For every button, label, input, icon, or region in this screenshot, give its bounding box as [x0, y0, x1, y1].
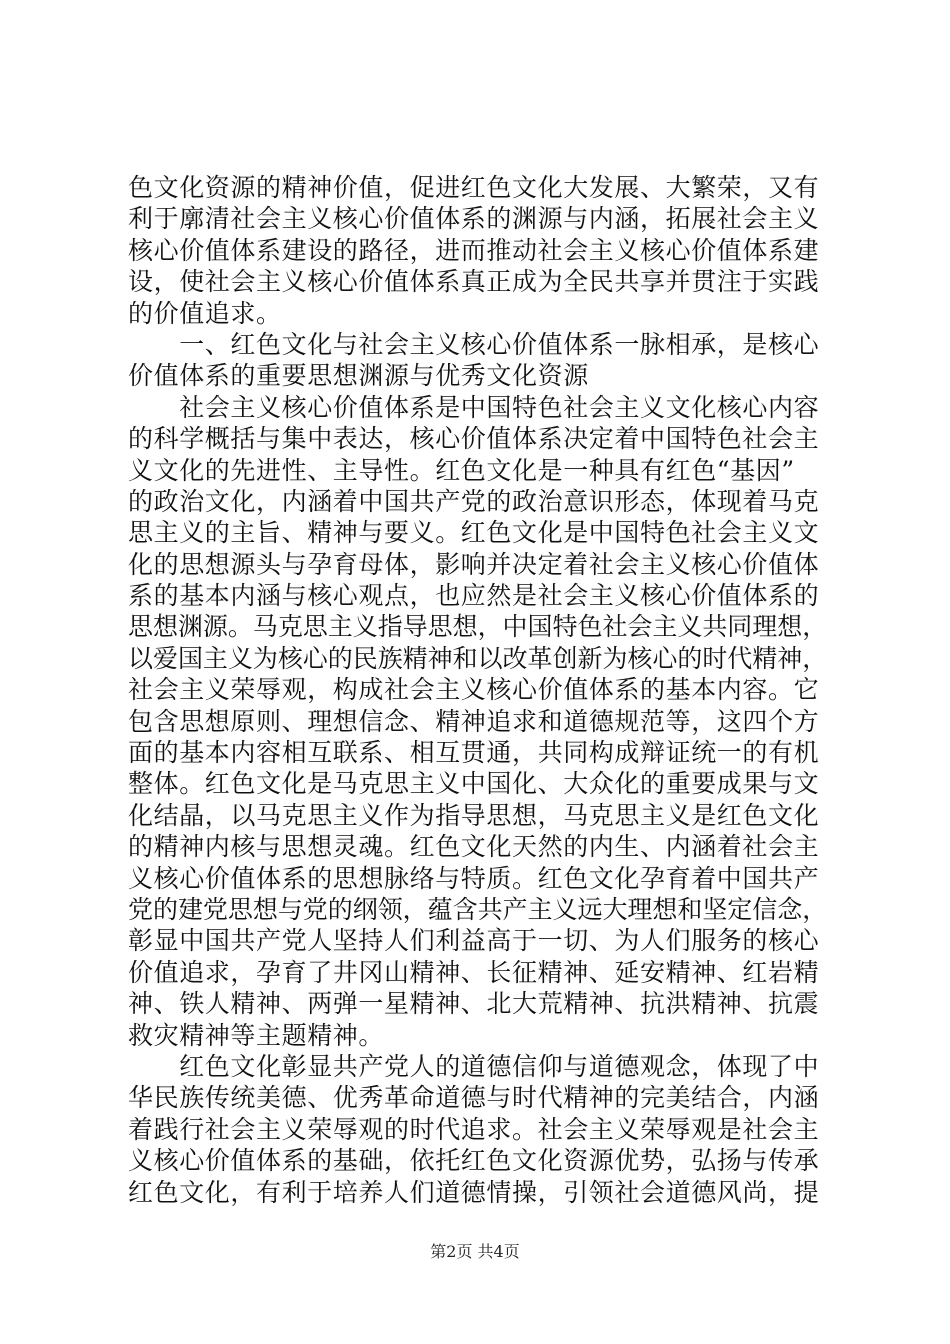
text-line: 社会主义荣辱观，构成社会主义核心价值体系的基本内容。它 — [128, 675, 820, 705]
text-line: 彰显中国共产党人坚持人们利益高于一切、为人们服务的核心 — [128, 926, 820, 956]
text-line: 思主义的主旨、精神与要义。红色文化是中国特色社会主义文 — [128, 518, 820, 548]
text-line: 整体。红色文化是马克思主义中国化、大众化的重要成果与文 — [128, 769, 820, 799]
text-line: 设，使社会主义核心价值体系真正成为全民共享并贯注于实践 — [128, 267, 820, 297]
text-line: 义核心价值体系的思想脉络与特质。红色文化孕育着中国共产 — [128, 863, 820, 893]
text-line: 的科学概括与集中表达，核心价值体系决定着中国特色社会主 — [128, 424, 820, 454]
text-line: 义核心价值体系的基础，依托红色文化资源优势，弘扬与传承 — [128, 1146, 820, 1176]
body-text — [128, 172, 828, 1208]
text-line: 红色文化，有利于培养人们道德情操，引领社会道德风尚，提 — [128, 1177, 820, 1207]
text-line: 社会主义核心价值体系是中国特色社会主义文化核心内容 — [128, 392, 820, 422]
text-line: 着践行社会主义荣辱观的时代追求。社会主义荣辱观是社会主 — [128, 1114, 820, 1144]
text-line: 化结晶，以马克思主义作为指导思想，马克思主义是红色文化 — [128, 800, 820, 830]
text-line: 党的建党思想与党的纲领，蕴含共产主义远大理想和坚定信念， — [128, 894, 828, 924]
text-line: 核心价值体系建设的路径，进而推动社会主义核心价值体系建 — [128, 235, 820, 265]
text-line: 系的基本内涵与核心观点，也应然是社会主义核心价值体系的 — [128, 581, 820, 611]
text-line: 利于廓清社会主义核心价值体系的渊源与内涵，拓展社会主义 — [128, 204, 820, 234]
text-line: 化的思想源头与孕育母体，影响并决定着社会主义核心价值体 — [128, 549, 820, 579]
text-line: 的精神内核与思想灵魂。红色文化天然的内生、内涵着社会主 — [128, 832, 820, 862]
text-line: 以爱国主义为核心的民族精神和以改革创新为核心的时代精神， — [128, 643, 828, 673]
text-line: 义文化的先进性、主导性。红色文化是一种具有红色“基因” — [128, 455, 795, 485]
text-line: 价值体系的重要思想渊源与优秀文化资源 — [128, 361, 589, 391]
text-line: 华民族传统美德、优秀革命道德与时代精神的完美结合，内涵 — [128, 1083, 820, 1113]
text-line: 价值追求，孕育了井冈山精神、长征精神、延安精神、红岩精 — [128, 957, 820, 987]
text-line: 神、铁人精神、两弹一星精神、北大荒精神、抗洪精神、抗震 — [128, 989, 820, 1019]
text-line: 一、红色文化与社会主义核心价值体系一脉相承，是核心 — [128, 329, 820, 359]
text-line: 色文化资源的精神价值，促进红色文化大发展、大繁荣，又有 — [128, 173, 820, 202]
text-line: 面的基本内容相互联系、相互贯通，共同构成辩证统一的有机 — [128, 738, 820, 768]
text-line: 救灾精神等主题精神。 — [128, 1020, 385, 1050]
text-line: 包含思想原则、理想信念、精神追求和道德规范等，这四个方 — [128, 706, 820, 736]
page-footer: 第2页 共4页 — [430, 1242, 520, 1261]
text-line: 红色文化彰显共产党人的道德信仰与道德观念，体现了中 — [128, 1051, 820, 1081]
text-line: 的政治文化，内涵着中国共产党的政治意识形态，体现着马克 — [128, 486, 820, 516]
text-line: 的价值追求。 — [128, 298, 282, 328]
text-line: 思想渊源。马克思主义指导思想，中国特色社会主义共同理想， — [128, 612, 828, 642]
